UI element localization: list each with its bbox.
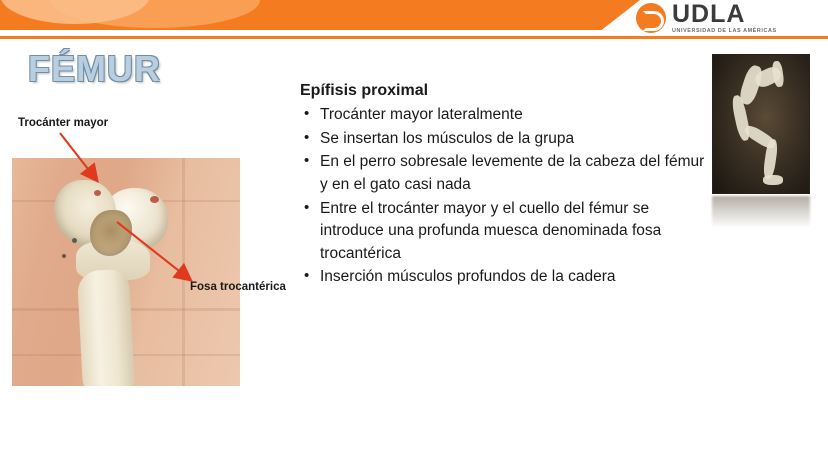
udla-swoosh-icon bbox=[636, 3, 666, 33]
annotation-label-trocanter-mayor: Trocánter mayor bbox=[18, 117, 109, 129]
udla-logo-tagline: UNIVERSIDAD DE LAS AMÉRICAS bbox=[672, 27, 777, 34]
femur-specimen-photo bbox=[12, 158, 240, 386]
radiograph-reflection bbox=[712, 196, 810, 228]
annotation-label-fosa-trocanterica: Fosa trocantérica bbox=[190, 281, 286, 293]
content-heading: Epífisis proximal bbox=[300, 82, 429, 99]
list-item: • Se insertan los músculos de la grupa bbox=[300, 128, 712, 151]
content-bullet-list bbox=[300, 104, 712, 289]
specimen-mark-dot bbox=[72, 238, 77, 243]
list-item: • Entre el trocánter mayor y el cuello del fémur se introduce una profunda muesca denominada fosa trocantérica bbox=[300, 198, 712, 266]
udla-logo-word: UDLA bbox=[672, 0, 746, 28]
femur-shaft-shape bbox=[77, 269, 135, 386]
header-underline bbox=[0, 36, 828, 39]
radiograph-image bbox=[712, 54, 810, 194]
udla-logo bbox=[636, 2, 814, 34]
femur-bone-drawing bbox=[50, 174, 170, 384]
list-item: • En el perro sobresale levemente de la cabeza del fémur y en el gato casi nada bbox=[300, 151, 712, 196]
page-title: FÉMUR bbox=[28, 48, 161, 89]
specimen-red-mark bbox=[94, 190, 101, 196]
content-block bbox=[300, 82, 712, 290]
list-item: • Inserción músculos profundos de la cadera bbox=[300, 266, 712, 289]
udla-logo-text bbox=[672, 2, 777, 34]
specimen-mark-dot bbox=[62, 254, 66, 258]
specimen-red-mark bbox=[150, 196, 159, 203]
list-item: • Trocánter mayor lateralmente bbox=[300, 104, 712, 127]
